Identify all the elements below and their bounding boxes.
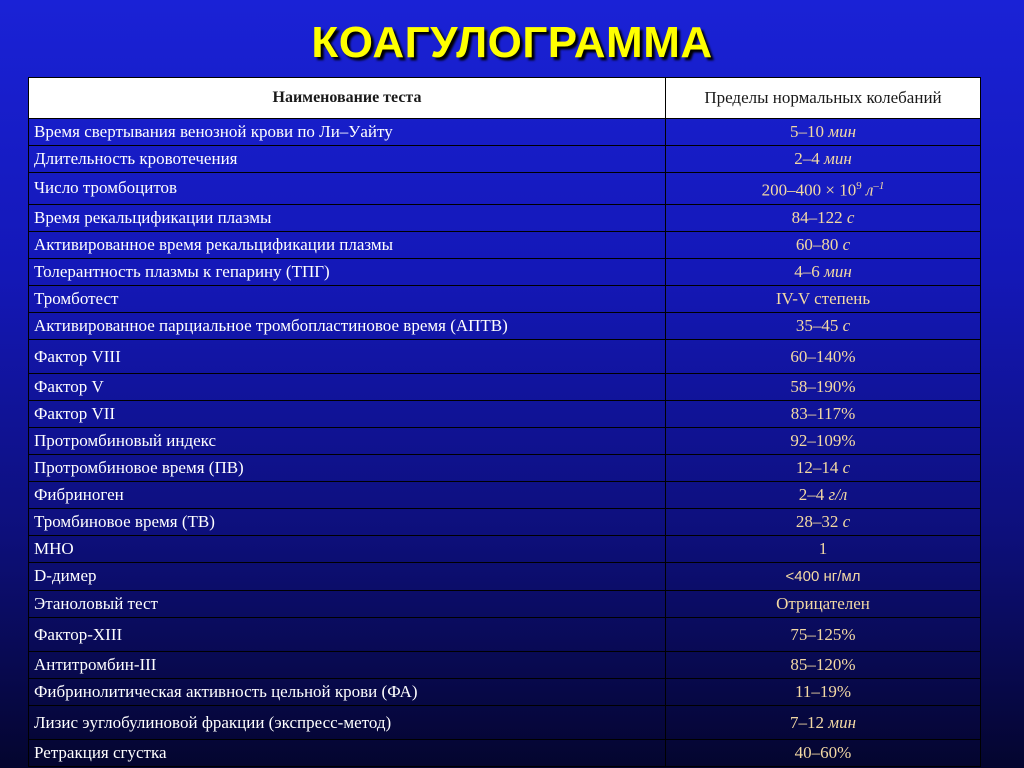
table-row (29, 373, 981, 400)
test-name-cell: Тромбиновое время (ТВ) (29, 508, 666, 535)
normal-range-cell (666, 427, 981, 454)
test-name-cell: Фактор-XIII (29, 617, 666, 651)
range-value: 85–120% (790, 654, 856, 674)
test-name-cell: Протромбиновый индекс (29, 427, 666, 454)
range-value: 83–117% (790, 403, 856, 423)
normal-range-cell (666, 285, 981, 312)
table-row (29, 651, 981, 678)
normal-range-cell (666, 651, 981, 678)
range-unit: г/л (828, 484, 848, 504)
normal-range-cell (666, 617, 981, 651)
range-value: 60–80 (795, 234, 839, 254)
normal-range-cell (666, 258, 981, 285)
normal-range-cell (666, 173, 981, 205)
table-row (29, 508, 981, 535)
normal-range-cell (666, 204, 981, 231)
normal-range-cell (666, 739, 981, 766)
test-name-cell: Фибринолитическая активность цельной крови (ФА) (29, 678, 666, 705)
header-normal-range: Пределы нормальных колебаний (666, 78, 981, 119)
test-name-cell: Фактор VII (29, 400, 666, 427)
range-unit: с (842, 511, 851, 531)
normal-range-cell (666, 562, 981, 590)
range-value: 58–190% (790, 376, 856, 396)
normal-range-cell (666, 454, 981, 481)
range-value: 75–125% (790, 624, 856, 644)
range-unit: мин (828, 712, 857, 732)
range-value: 11–19% (794, 681, 852, 701)
range-value: 40–60% (794, 742, 852, 762)
range-value: 7–12 (789, 712, 824, 732)
coagulogram-table-container (28, 77, 980, 767)
range-value: 12–14 (795, 457, 839, 477)
table-row (29, 339, 981, 373)
test-name-cell: Фибриноген (29, 481, 666, 508)
range-value: 92–109% (790, 430, 856, 450)
coagulogram-table (28, 77, 981, 767)
normal-range-cell (666, 705, 981, 739)
table-row (29, 285, 981, 312)
table-row (29, 705, 981, 739)
range-value: 4–6 (794, 261, 820, 281)
range-value: Отрицателен (776, 593, 870, 613)
test-name-cell: Фактор VIII (29, 339, 666, 373)
test-name-cell: Протромбиновое время (ПВ) (29, 454, 666, 481)
range-value: 28–32 (795, 511, 839, 531)
table-row (29, 590, 981, 617)
test-name-cell: Активированное время рекальцификации плазмы (29, 231, 666, 258)
normal-range-cell (666, 373, 981, 400)
test-name-cell: D-димер (29, 562, 666, 590)
range-value: 2–4 (798, 484, 825, 504)
test-name-cell: Длительность кровотечения (29, 146, 666, 173)
normal-range-cell (666, 400, 981, 427)
range-unit: с (846, 207, 855, 227)
normal-range-cell (666, 339, 981, 373)
table-row (29, 427, 981, 454)
range-unit: с (842, 457, 851, 477)
test-name-cell: Фактор V (29, 373, 666, 400)
table-body (29, 119, 981, 767)
test-name-cell: Лизис эуглобулиновой фракции (экспресс-метод) (29, 705, 666, 739)
range-value: 2–4 (794, 149, 820, 168)
range-value: 1 (818, 538, 828, 558)
test-name-cell: Антитромбин-III (29, 651, 666, 678)
table-row (29, 204, 981, 231)
normal-range-cell (666, 678, 981, 705)
range-value: 60–140% (790, 346, 856, 366)
test-name-cell: Ретракция сгустка (29, 739, 666, 766)
normal-range-cell (666, 508, 981, 535)
normal-range-cell (666, 590, 981, 617)
test-name-cell: Число тромбоцитов (29, 173, 666, 205)
test-name-cell: Время рекальцификации плазмы (29, 204, 666, 231)
range-exponent: 9 (856, 180, 862, 192)
test-name-cell: МНО (29, 535, 666, 562)
table-row (29, 258, 981, 285)
test-name-cell: Этаноловый тест (29, 590, 666, 617)
range-value: 84–122 (791, 207, 843, 227)
normal-range-cell (666, 146, 981, 173)
normal-range-cell (666, 312, 981, 339)
range-value: <400 нг/мл (785, 567, 861, 585)
range-unit: л (865, 180, 874, 200)
range-unit: с (842, 315, 851, 335)
table-row (29, 173, 981, 205)
page-title: КОАГУЛОГРАММА (311, 18, 713, 67)
table-row (29, 146, 981, 173)
range-value: 200–400 × 10 (761, 180, 857, 200)
table-row (29, 231, 981, 258)
normal-range-cell (666, 119, 981, 146)
normal-range-cell (666, 231, 981, 258)
table-row (29, 562, 981, 590)
table-header-row (29, 78, 981, 119)
table-row (29, 119, 981, 146)
table-row (29, 617, 981, 651)
table-row (29, 678, 981, 705)
range-unit: с (842, 234, 851, 254)
unit-exponent: –1 (873, 180, 885, 192)
test-name-cell: Время свертывания венозной крови по Ли–Уайту (29, 119, 666, 146)
range-value: IV-V степень (775, 288, 871, 308)
normal-range-cell (666, 535, 981, 562)
range-unit: мин (823, 261, 852, 281)
range-unit: мин (828, 122, 857, 141)
table-row (29, 454, 981, 481)
table-row (29, 400, 981, 427)
table-row (29, 312, 981, 339)
table-row (29, 535, 981, 562)
test-name-cell: Тромботест (29, 285, 666, 312)
normal-range-cell (666, 481, 981, 508)
table-row (29, 739, 981, 766)
test-name-cell: Толерантность плазмы к гепарину (ТПГ) (29, 258, 666, 285)
range-unit: мин (823, 149, 852, 168)
header-test-name: Наименование теста (29, 78, 666, 119)
range-value: 35–45 (795, 315, 839, 335)
range-value: 5–10 (789, 122, 824, 141)
test-name-cell: Активированное парциальное тромбопластиновое время (АПТВ) (29, 312, 666, 339)
table-row (29, 481, 981, 508)
